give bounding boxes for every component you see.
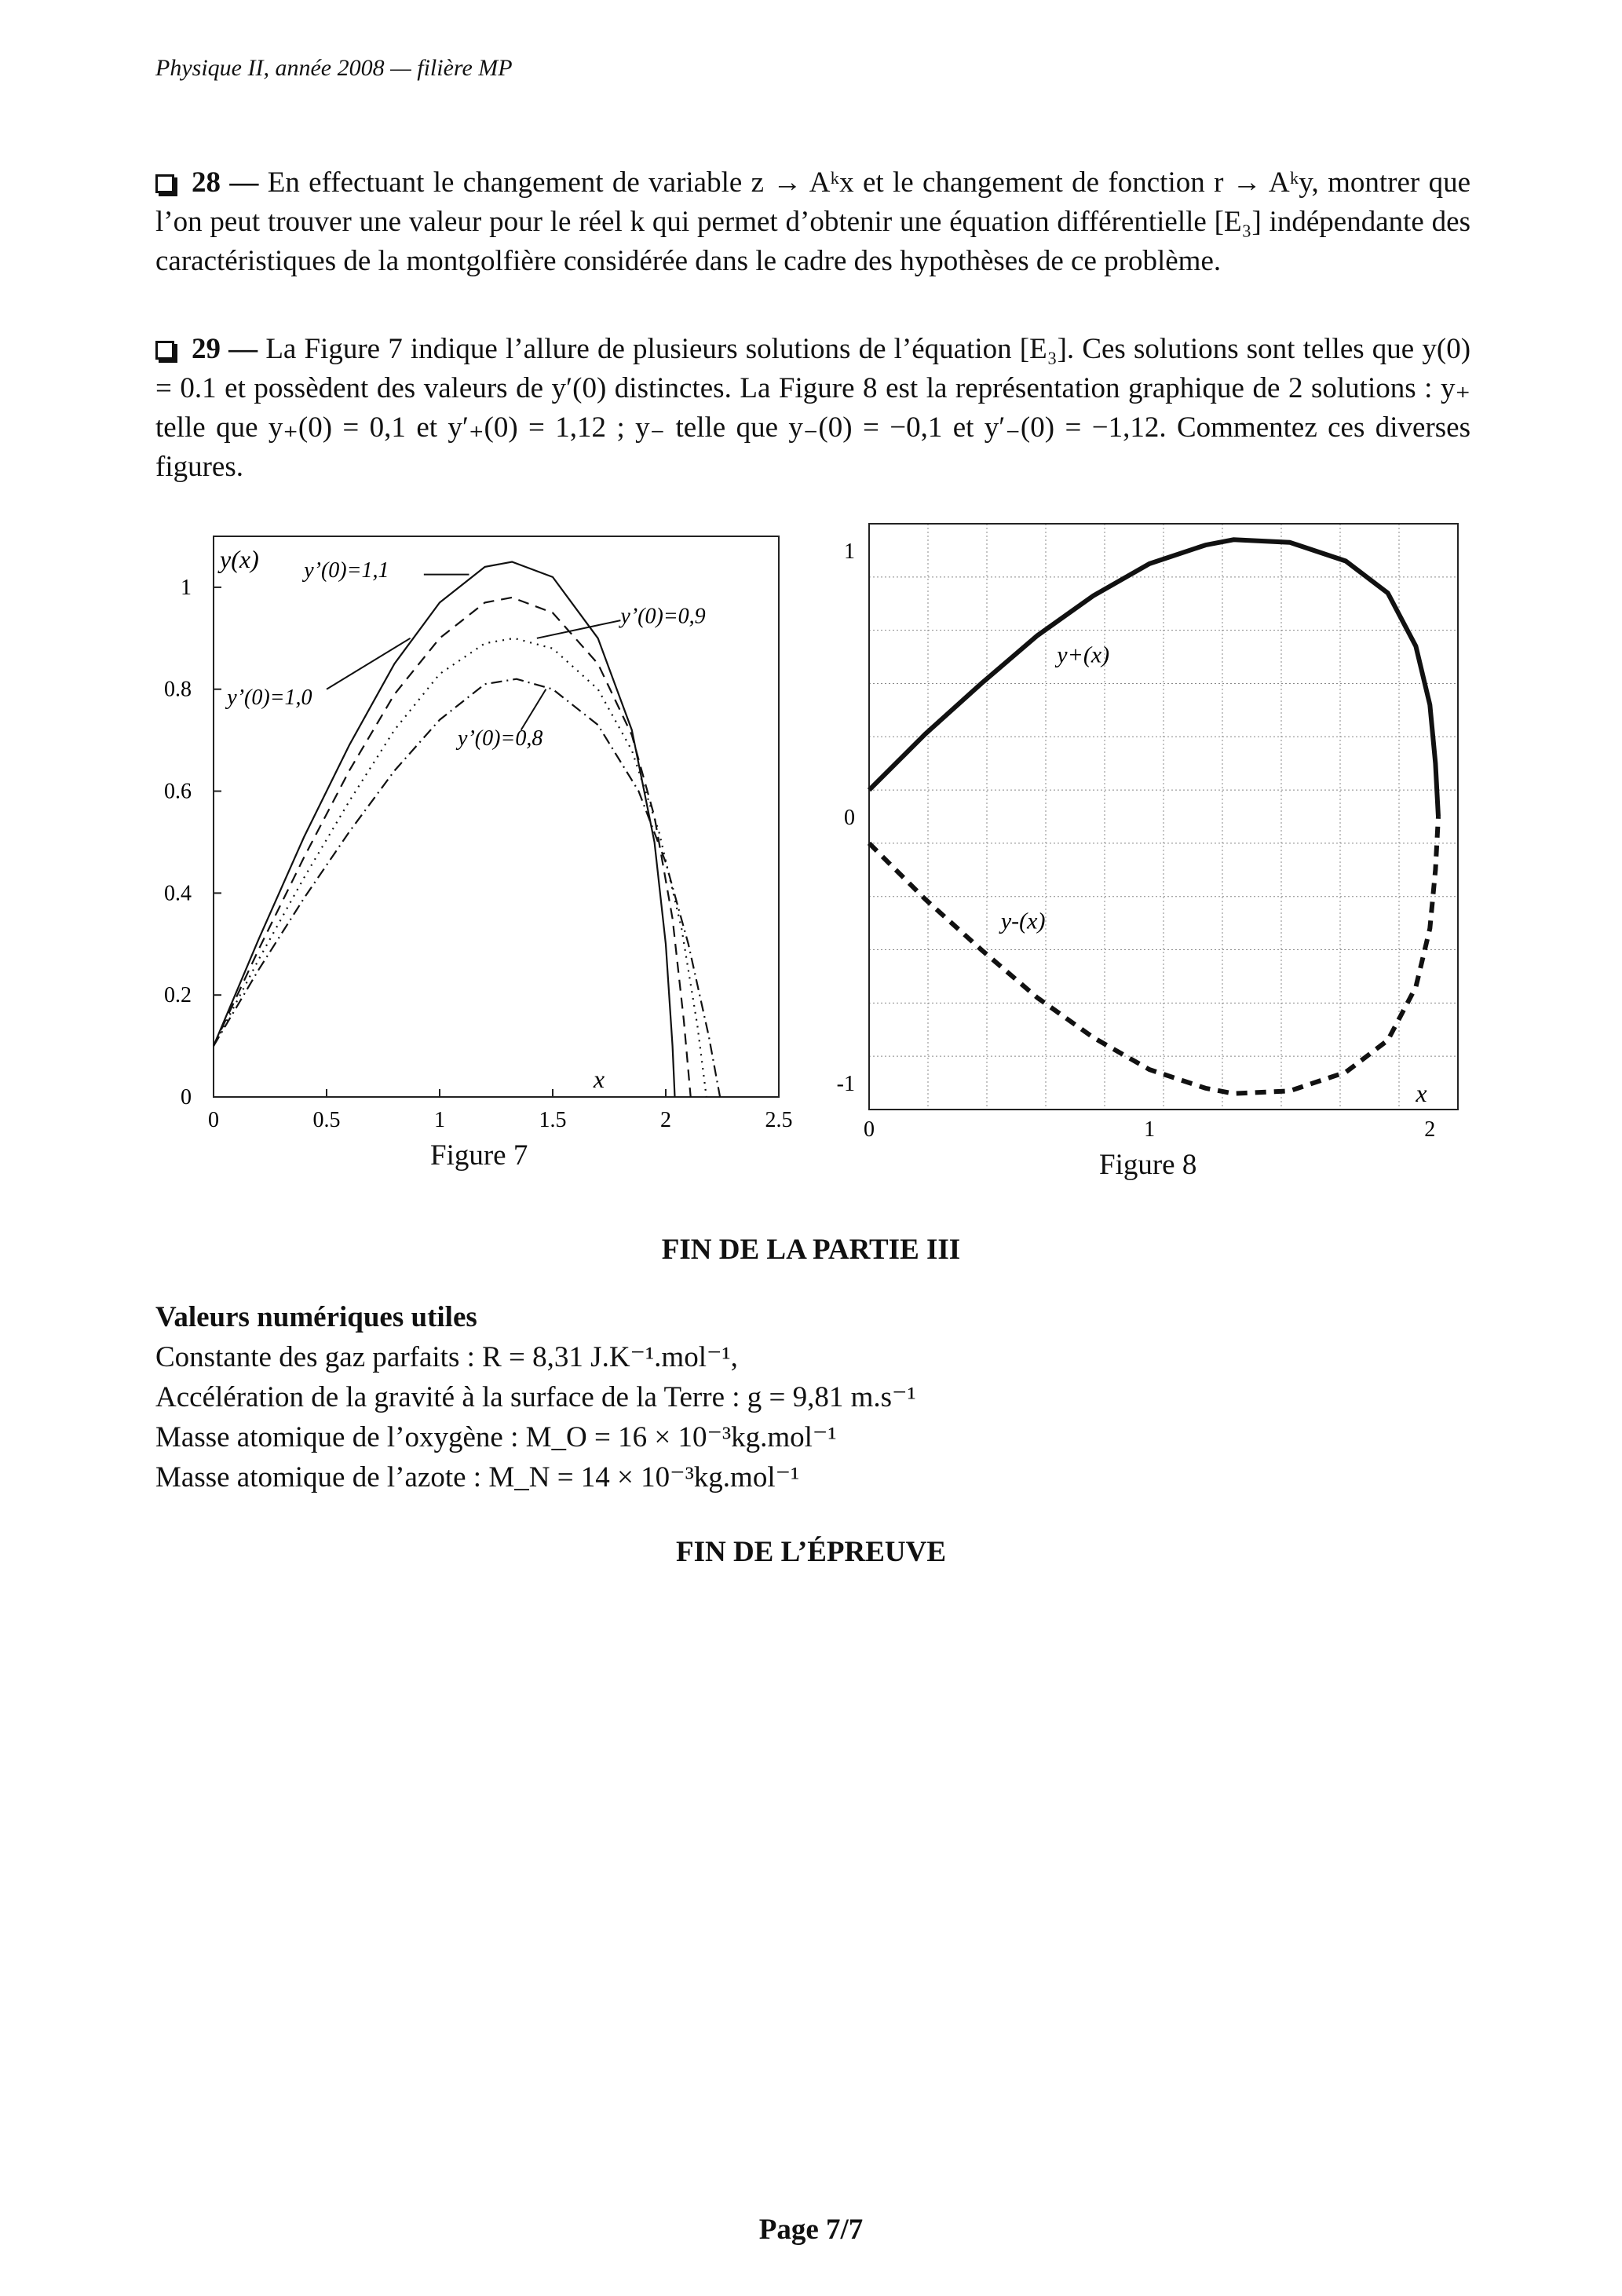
end-of-part-title: FIN DE LA PARTIE III [661, 1234, 961, 1266]
y-tick-label: 1 [844, 539, 855, 564]
series-label-y-minus: y-(x) [1000, 908, 1046, 934]
annotation-arrow [537, 620, 621, 638]
x-axis-label: x [593, 1065, 605, 1093]
question-28 [155, 163, 1470, 281]
question-number: 28 — [192, 166, 259, 199]
page-number: Page 7/7 [758, 2214, 864, 2246]
question-29 [155, 330, 1470, 487]
end-of-exam-title: FIN DE L’ÉPREUVE [675, 1536, 947, 1568]
series-label-y-plus: y+(x) [1057, 642, 1110, 668]
annotation-arrow [521, 689, 546, 730]
useful-values [155, 1297, 916, 1497]
page-header: Physique II, année 2008 — filière MP [155, 55, 513, 81]
x-axis-label: x [1416, 1079, 1427, 1107]
y-tick-label: 0 [844, 806, 855, 830]
series-line [214, 598, 691, 1097]
value-nitrogen-mass: Masse atomique de l’azote : M_N = 14 × 10⁻³kg.mol⁻¹ [155, 1461, 800, 1493]
question-text: La Figure 7 indique l’allure de plusieurs solutions de l’équation [E₃]. Ces solutions sont telles que y(0) = 0.1 et possèdent des valeurs de y′(0) distinctes. La Figure 8 est la représentation graphique de 2 solutions : y₊ telle que y₊(0) = 0,1 et y′₊(0) = 1,12 ; y₋ telle que y₋(0) = −0,1 et y′₋(0) = −1,12. Commentez ces diverses figures. [155, 333, 1471, 483]
x-tick-label: 2.5 [765, 1108, 793, 1132]
checkbox-icon [155, 341, 174, 360]
series-line-y-minus [869, 817, 1438, 1094]
annotation-label: y’(0)=0,8 [458, 726, 543, 751]
series-line [214, 562, 675, 1098]
x-tick-label: 1 [1144, 1117, 1156, 1142]
x-tick-label: 2 [1424, 1117, 1436, 1142]
checkbox-icon [155, 174, 174, 193]
figure-7-caption: Figure 7 [430, 1139, 528, 1172]
value-oxygen-mass: Masse atomique de l’oxygène : M_O = 16 × 10⁻³kg.mol⁻¹ [155, 1421, 837, 1453]
value-gravity: Accélération de la gravité à la surface de la Terre : g = 9,81 m.s⁻¹ [155, 1381, 916, 1413]
figure-7-chart [141, 522, 816, 1143]
x-tick-label: 2 [660, 1108, 671, 1132]
annotation-label: y’(0)=1,1 [304, 558, 389, 583]
annotation-label: y’(0)=1,0 [227, 686, 312, 711]
y-tick-label: 0.8 [164, 677, 192, 702]
y-tick-label: 1 [181, 575, 192, 600]
series-line-y-plus [869, 539, 1438, 817]
question-text: En effectuant le changement de variable z → Aᵏx et le changement de fonction r → Aᵏy, montrer que l’on peut trouver une valeur pour le réel k qui permet d’obtenir une équation différentielle [E₃] indépendante des caractéristiques de la montgolfière considérée dans le cadre des hypothèses de ce problème. [155, 166, 1471, 277]
value-gas-constant: Constante des gaz parfaits : R = 8,31 J.K⁻¹.mol⁻¹, [155, 1341, 738, 1373]
y-tick-label: 0.6 [164, 779, 192, 804]
x-tick-label: 0 [864, 1117, 875, 1142]
x-tick-label: 0.5 [312, 1108, 341, 1132]
figure-8-caption: Figure 8 [1099, 1149, 1197, 1181]
x-tick-label: 0 [208, 1108, 219, 1132]
annotation-arrow [327, 638, 411, 689]
x-tick-label: 1.5 [539, 1108, 567, 1132]
figure-8-chart [828, 514, 1480, 1143]
y-tick-label: 0 [181, 1085, 192, 1110]
x-tick-label: 1 [434, 1108, 445, 1132]
question-number: 29 — [192, 333, 258, 365]
y-tick-label: 0.2 [164, 983, 192, 1008]
annotation-label: y’(0)=0,9 [620, 604, 706, 629]
y-axis-label: y(x) [220, 545, 259, 573]
y-tick-label: -1 [836, 1072, 855, 1097]
y-tick-label: 0.4 [164, 881, 192, 906]
useful-values-title: Valeurs numériques utiles [155, 1301, 477, 1333]
